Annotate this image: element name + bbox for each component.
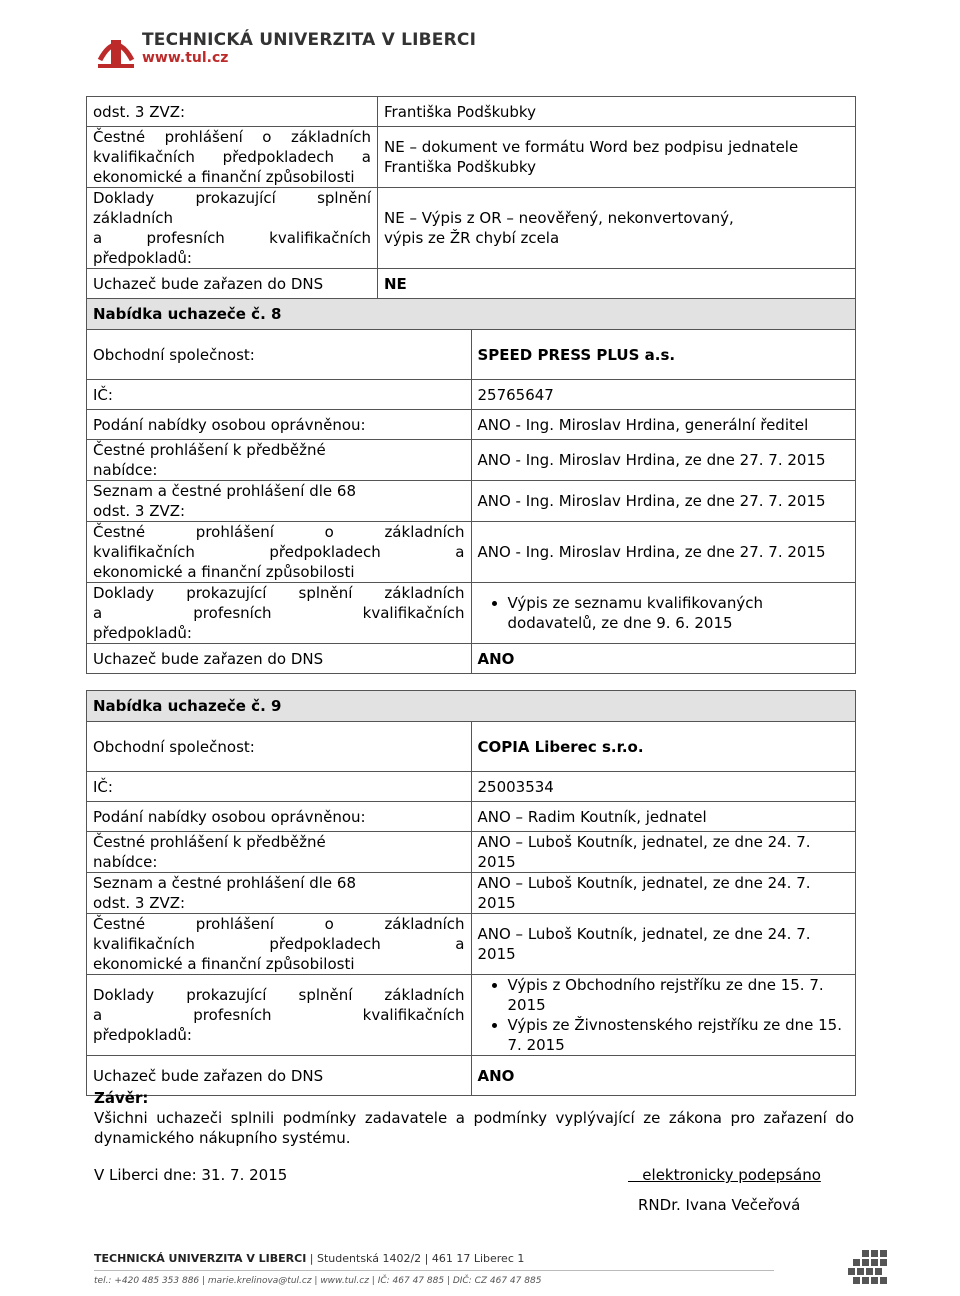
value-cell: NE – dokument ve formátu Word bez podpisu jednatele Františka Podškubky xyxy=(378,127,856,188)
footer-address xyxy=(94,1252,524,1265)
footer-contacts: tel.: +420 485 353 886 | marie.krelinova@tul.cz | www.tul.cz | IČ: 467 47 885 | DIČ: CZ 467 47 885 xyxy=(94,1276,542,1286)
value-cell: NE xyxy=(378,269,856,299)
value-cell: ANO – Luboš Koutník, jednatel, ze dne 24. 7. 2015 xyxy=(471,873,856,914)
value-cell: ANO – Luboš Koutník, jednatel, ze dne 24. 7. 2015 xyxy=(471,832,856,873)
label-cell: odst. 3 ZVZ: xyxy=(87,97,378,127)
label-cell: Podání nabídky osobou oprávněnou: xyxy=(87,410,472,440)
tul-emblem-icon xyxy=(96,26,136,70)
footer-org: TECHNICKÁ UNIVERZITA V LIBERCI xyxy=(94,1252,307,1265)
list-item: • Výpis z Obchodního rejstříku ze dne 15. 7. 2015 xyxy=(508,975,850,1015)
offer-8-table xyxy=(86,298,856,674)
label-cell: Čestné prohlášení k předběžné nabídce: xyxy=(87,440,472,481)
offer-7-continuation-table xyxy=(86,96,856,299)
place-and-date: V Liberci dne: 31. 7. 2015 xyxy=(94,1166,288,1184)
company-name: SPEED PRESS PLUS a.s. xyxy=(471,330,856,380)
value-cell xyxy=(471,583,856,644)
offer-heading: Nabídka uchazeče č. 8 xyxy=(87,299,856,330)
label-cell: Obchodní společnost: xyxy=(87,330,472,380)
offer-heading: Nabídka uchazeče č. 9 xyxy=(87,691,856,722)
value-cell xyxy=(471,975,856,1056)
dns-result: ANO xyxy=(471,1056,856,1096)
electronic-signature: elektronicky podepsáno xyxy=(628,1166,821,1184)
footer-grid-logo-icon xyxy=(848,1250,888,1288)
label-cell: Doklady prokazující splnění základních a profesních kvalifikačních předpokladů: xyxy=(87,583,472,644)
dns-result: ANO xyxy=(471,644,856,674)
value-cell: ANO - Ing. Miroslav Hrdina, ze dne 27. 7. 2015 xyxy=(471,440,856,481)
label-cell: Seznam a čestné prohlášení dle 68 odst. 3 ZVZ: xyxy=(87,873,472,914)
label-cell: IČ: xyxy=(87,380,472,410)
offer-9-table xyxy=(86,690,856,1096)
ic-value: 25003534 xyxy=(471,772,856,802)
label-cell: Uchazeč bude zařazen do DNS xyxy=(87,269,378,299)
footer-divider xyxy=(94,1270,774,1271)
label-cell: Doklady prokazující splnění základních a profesních kvalifikačních předpokladů: xyxy=(87,188,378,269)
logo-website: www.tul.cz xyxy=(142,50,229,66)
label-cell: Uchazeč bude zařazen do DNS xyxy=(87,1056,472,1096)
label-cell: IČ: xyxy=(87,772,472,802)
label-cell: Uchazeč bude zařazen do DNS xyxy=(87,644,472,674)
label-cell: Podání nabídky osobou oprávněnou: xyxy=(87,802,472,832)
value-cell: ANO - Ing. Miroslav Hrdina, ze dne 27. 7. 2015 xyxy=(471,481,856,522)
label-cell: Čestné prohlášení o základních kvalifikačních předpokladech a ekonomické a finanční způsobilosti xyxy=(87,914,472,975)
value-cell: ANO - Ing. Miroslav Hrdina, generální ředitel xyxy=(471,410,856,440)
label-cell: Čestné prohlášení o základních kvalifikačních předpokladech a ekonomické a finanční způsobilosti xyxy=(87,522,472,583)
company-name: COPIA Liberec s.r.o. xyxy=(471,722,856,772)
conclusion xyxy=(94,1088,854,1148)
ic-value: 25765647 xyxy=(471,380,856,410)
university-logo xyxy=(96,22,476,72)
value-cell: ANO – Luboš Koutník, jednatel, ze dne 24. 7. 2015 xyxy=(471,914,856,975)
list-item: • Výpis ze seznamu kvalifikovaných dodavatelů, ze dne 9. 6. 2015 xyxy=(508,593,850,633)
logo-name: TECHNICKÁ UNIVERZITA V LIBERCI xyxy=(142,30,477,50)
conclusion-title: Závěr: xyxy=(94,1089,149,1107)
signatory-name: RNDr. Ivana Večeřová xyxy=(638,1196,801,1214)
label-cell: Obchodní společnost: xyxy=(87,722,472,772)
conclusion-text: Všichni uchazeči splnili podmínky zadavatele a podmínky vyplývající ze zákona pro zařazení do dynamického nákupního systému. xyxy=(94,1109,854,1147)
value-cell: Františka Podškubky xyxy=(378,97,856,127)
label-cell: Čestné prohlášení o základních kvalifikačních předpokladech a ekonomické a finanční způsobilosti xyxy=(87,127,378,188)
label-cell: Seznam a čestné prohlášení dle 68 odst. 3 ZVZ: xyxy=(87,481,472,522)
value-cell: ANO – Radim Koutník, jednatel xyxy=(471,802,856,832)
label-cell: Doklady prokazující splnění základních a profesních kvalifikačních předpokladů: xyxy=(87,975,472,1056)
value-cell: NE – Výpis z OR – neověřený, nekonvertovaný, výpis ze ŽR chybí zcela xyxy=(378,188,856,269)
label-cell: Čestné prohlášení k předběžné nabídce: xyxy=(87,832,472,873)
value-cell: ANO - Ing. Miroslav Hrdina, ze dne 27. 7. 2015 xyxy=(471,522,856,583)
footer-address-text: | Studentská 1402/2 | 461 17 Liberec 1 xyxy=(306,1252,525,1265)
list-item: • Výpis ze Živnostenského rejstříku ze dne 15. 7. 2015 xyxy=(508,1015,850,1055)
